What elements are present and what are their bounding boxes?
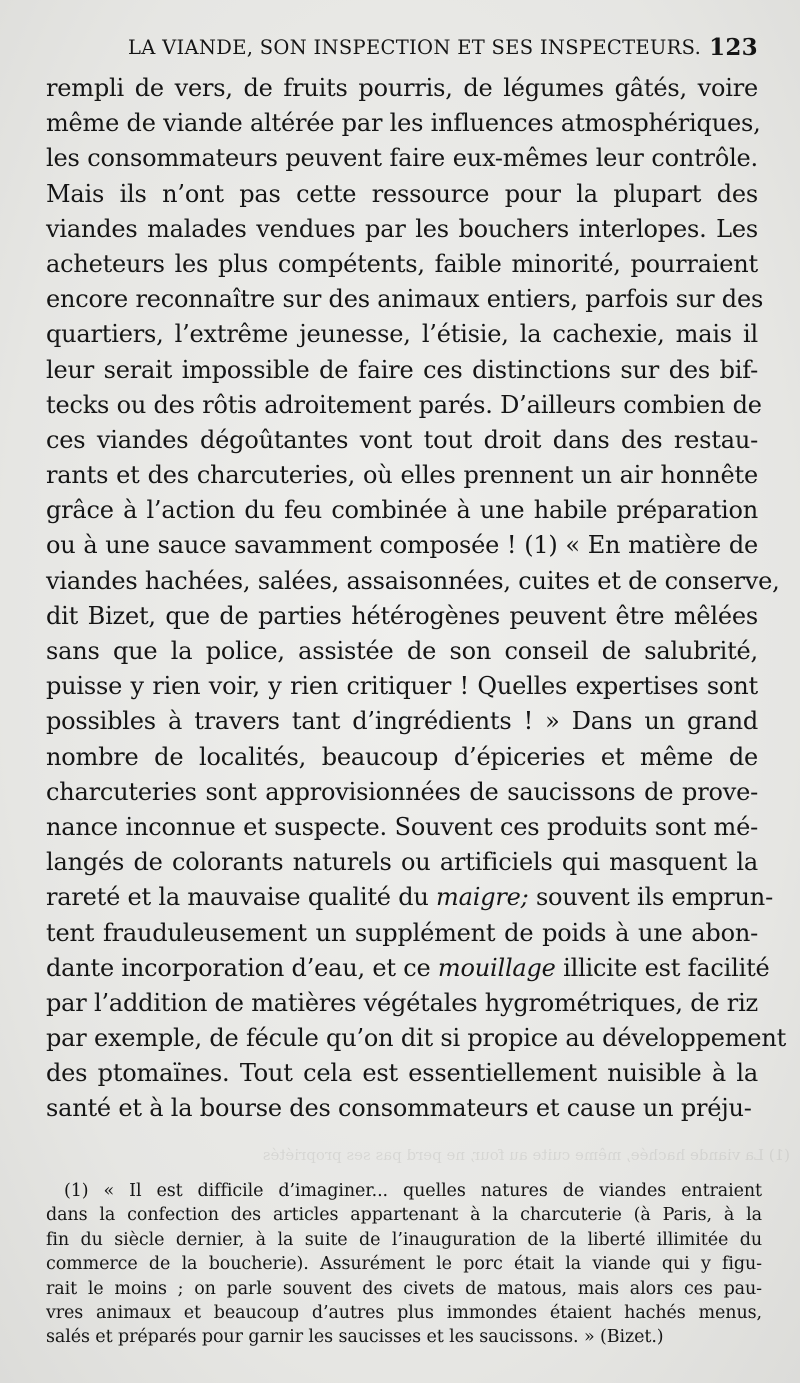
footnote-line: commerce de la boucherie). Assurément le porc était la viande qui y figu- [46,1254,762,1275]
text-line: des ptomaïnes. Tout cela est essentiellement nuisible à la [46,1059,758,1088]
footnote-line: (1) « Il est difficile d’imaginer... quelles natures de viandes entraient [64,1181,762,1201]
footnote-line: fin du siècle dernier, à la suite de l’inauguration de la liberté illimitée du [46,1229,762,1250]
text-line: tecks ou des rôtis adroitement parés. D’ailleurs combien de [46,390,762,419]
text-line: dante incorporation d’eau, et ce mouillage illicite est facilité [46,953,770,982]
text-line: puisse y rien voir, y rien critiquer ! Quelles expertises sont [46,672,758,701]
footnote-line: salés et préparés pour garnir les saucisses et les saucissons. » (Bizet.) [46,1327,664,1348]
text-line: encore reconnaître sur des animaux entiers, parfois sur des [46,285,764,314]
footnote-line: rait le moins ; on parle souvent des civets de matous, mais alors ces pau- [46,1278,762,1299]
text-line: par l’addition de matières végétales hygrométriques, de riz [46,988,758,1017]
text-line: viandes malades vendues par les bouchers interlopes. Les [46,214,758,243]
text-line: quartiers, l’extrême jeunesse, l’étisie, la cachexie, mais il [46,320,758,349]
text-line: langés de colorants naturels ou artificiels qui masquent la [46,848,758,877]
text-line: santé et à la bourse des consommateurs et cause un préju- [46,1094,752,1123]
running-title: LA VIANDE, SON INSPECTION ET SES INSPECTEURS. [128,36,702,59]
text-line: rempli de vers, de fruits pourris, de légumes gâtés, voire [46,74,758,102]
text-line: ou à une sauce savamment composée ! (1) « En matière de [46,531,758,560]
text-line: dit Bizet, que de parties hétérogènes peuvent être mêlées [46,601,758,630]
footnote [46,1179,762,1350]
text-line: grâce à l’action du feu combinée à une habile préparation [46,496,758,525]
text-line: tent frauduleusement un supplément de poids à une abon- [46,918,758,947]
page-number: 123 [709,34,758,61]
text-line: rants et des charcuteries, où elles prennent un air honnête [46,461,758,490]
text-line: nance inconnue et suspecte. Souvent ces produits sont mé- [46,812,758,841]
page-header [128,36,758,66]
text-line: leur serait impossible de faire ces distinctions sur des bif- [46,355,758,384]
text-line: acheteurs les plus compétents, faible minorité, pourraient [46,249,758,278]
text-line: nombre de localités, beaucoup d’épiceries et même de [46,742,758,771]
text-line: possibles à travers tant d’ingrédients ! » Dans un grand [46,707,758,736]
text-line: Mais ils n’ont pas cette ressource pour la plupart des [46,179,758,208]
bleed-through-text: (1) La viande hachée, même cuite au four, ne perd pas ses propriétés [262,1146,790,1164]
text-line: rareté et la mauvaise qualité du maigre; souvent ils emprun- [46,883,773,912]
text-line: par exemple, de fécule qu’on dit si propice au développement [46,1024,787,1053]
text-line: charcuteries sont approvisionnées de saucissons de prove- [46,777,758,806]
text-line: même de viande altérée par les influences atmosphériques, [46,109,761,138]
text-line: viandes hachées, salées, assaisonnées, cuites et de conserve, [46,566,780,595]
text-line: ces viandes dégoûtantes vont tout droit dans des restau- [46,425,758,454]
body-text [46,71,787,1127]
footnote-line: dans la confection des articles appartenant à la charcuterie (à Paris, à la [46,1205,762,1226]
text-line: sans que la police, assistée de son conseil de salubrité, [46,637,758,665]
footnote-line: vres animaux et beaucoup d’autres plus immondes étaient hachés menus, [46,1302,762,1323]
text-line: les consommateurs peuvent faire eux-mêmes leur contrôle. [46,144,758,173]
